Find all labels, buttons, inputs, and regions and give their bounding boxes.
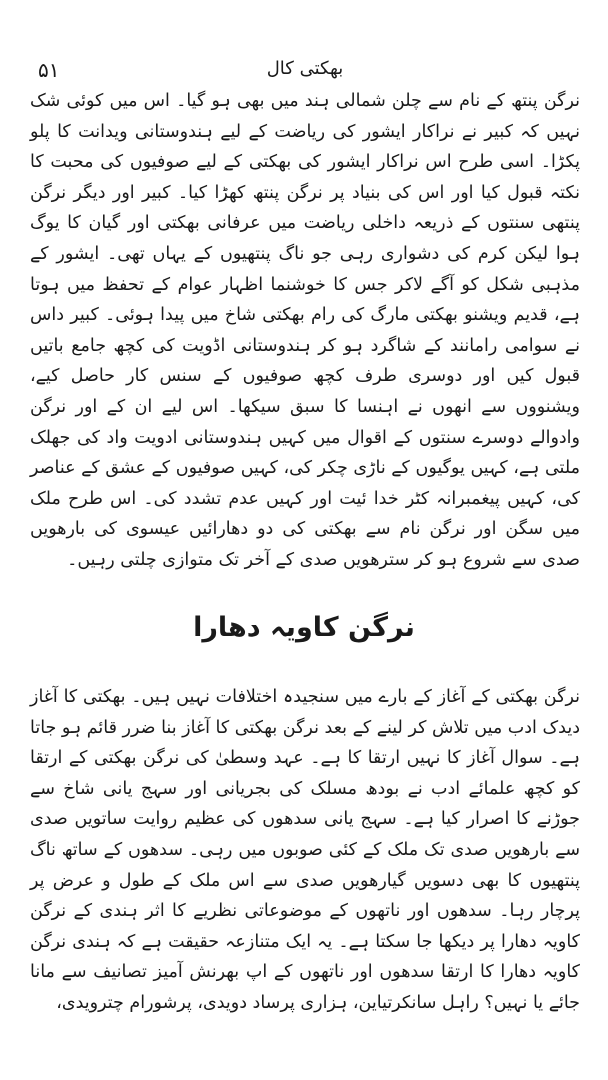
body-paragraph-1: نرگن پنتھ کے نام سے چلن شمالی ہند میں بھی ہو گیا۔ اس میں کوئی شک نہیں کہ کبیر نے نراکار ایشور کی ریاضت کے لیے ہندوستانی ویدانت کا پلو پکڑا۔ اسی طرح اس نراکار ایشور کی بھکتی کے لیے صوفیوں کی محبت کا نکتہ قبول کیا اور اس کی بنیاد پر نرگن پنتھ کھڑا کیا۔ کبیر اور دیگر نرگن پنتھی سنتوں کے ذریعہ داخلی ریاضت میں عرفانی بھکتی اور گیان کا یوگ ہوا لیکن کرم کی دشواری رہی جو ناگ پنتھیوں کے یہاں تھی۔ ایشور کے مذہبی شکل کو آگے لاکر جس کا خوشنما اظہار عوام کے تحفظ میں ہوتا ہے، قدیم ویشنو بھکتی مارگ کی رام بھکتی شاخ میں پیدا ہوئی۔ کبیر داس نے سوامی رامانند کے شاگرد ہو کر ہندوستانی اڈویت کی کچھ جامع باتیں قبول کیں اور دوسری طرف کچھ صوفیوں کے سنس کار حاصل کیے، ویشنووں سے انھوں نے اہنسا کا سبق سیکھا۔ اس لیے ان کے اور نرگن وادوالے دوسرے سنتوں کے اقوال میں کہیں ہندوستانی ادویت واد کی جھلک ملتی ہے، کہیں یوگیوں کے ناڑی چکر کی، کہیں صوفیوں کے عشق کے عناصر کی، کہیں پیغمبرانہ کٹر خدا ئیت اور کہیں عدم تشدد کی۔ اس طرح ملک میں سگن اور نرگن نام سے بھکتی کی دو دھارائیں عیسوی کی بارھویں صدی سے شروع ہو کر سترھویں صدی کے آخر تک متوازی چلتی رہیں۔ [30, 91, 580, 570]
page-number: ۵۱ [38, 58, 60, 82]
running-title: بھکتی کال [266, 58, 344, 79]
body-paragraph-2: نرگن بھکتی کے آغاز کے بارے میں سنجیدہ اختلافات نہیں ہیں۔ بھکتی کا آغاز دیدک ادب میں تلاش کر لینے کے بعد نرگن بھکتی کا آغاز بنا ضرر قائم ہو جاتا ہے۔ سوال آغاز کا نہیں ارتقا کا ہے۔ عہد وسطیٰ کی نرگن بھکتی کے ارتقا کو کچھ علمائے ادب نے بودھ مسلک کی بجریانی اور سہج یانی شاخ سے جوڑنے کا اصرار کیا ہے۔ سہج یانی سدھوں کی عظیم روایت ساتویں صدی سے بارھویں صدی تک ملک کے کئی صوبوں میں رہی۔ سدھوں کے ساتھ ناگ پنتھیوں کا بھی دسویں گیارھویں صدی سے اس ملک کے طول و عرض پر پرچار رہا۔ سدھوں اور ناتھوں کے موضوعاتی نظریے کا اثر ہندی کے نرگن کاویہ دھارا پر دیکھا جا سکتا ہے۔ یہ ایک متنازعہ حقیقت ہے کہ ہندی نرگن کاویہ دھارا کا ارتقا سدھوں اور ناتھوں کے اپ بھرنش آمیز تصانیف سے مانا جائے یا نہیں؟ راہل سانکرتیاین، ہزاری پرساد دویدی، پرشورام چترویدی، [30, 687, 580, 1013]
section-heading: نرگن کاویہ دھارا [193, 612, 415, 643]
page-header [30, 58, 580, 88]
